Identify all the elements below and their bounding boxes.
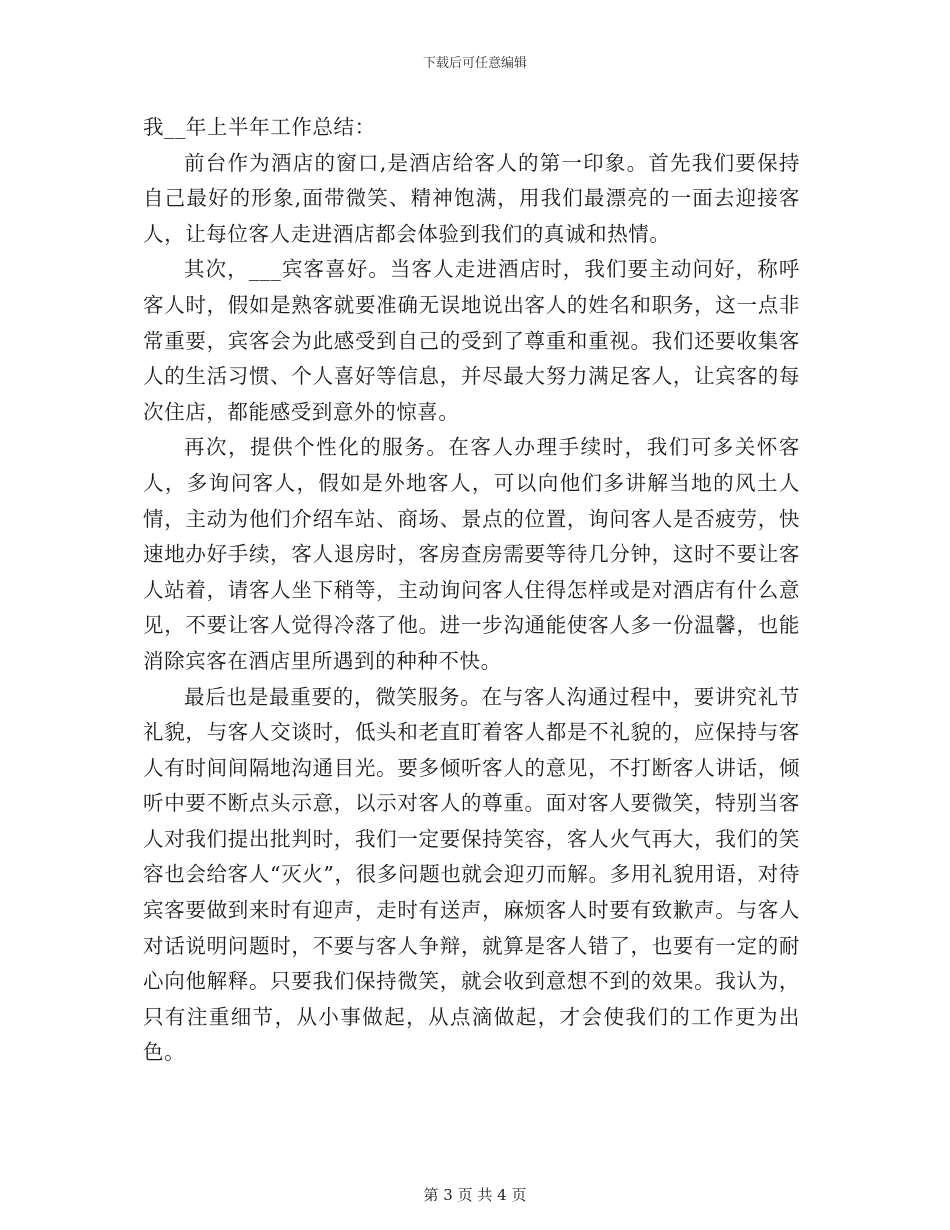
paragraph-personalized-service: 再次，提供个性化的服务。在客人办理手续时，我们可多关怀客人，多询问客人，假如是外地客人，可以向他们多讲解当地的风土人情，主动为他们介绍车站、商场、景点的位置，询问客人是否疲劳，快速地办好手续，客人退房时，客房查房需要等待几分钟，这时不要让客人站着，请客人坐下稍等，主动询问客人住得怎样或是对酒店有什么意见，不要让客人觉得冷落了他。进一步沟通能使客人多一份温馨，也能消除宾客在酒店里所遇到的种种不快。 xyxy=(143,435,800,673)
document-heading: 我__年上半年工作总结： xyxy=(143,115,376,139)
page-header-note: 下载后可任意编辑 xyxy=(422,56,527,71)
paragraph-guest-preferences: 其次，___宾客喜好。当客人走进酒店时，我们要主动问好，称呼客人时，假如是熟客就要准确无误地说出客人的姓名和职务，这一点非常重要，宾客会为此感受到自己的受到了尊重和重视。我们还要收集客人的生活习惯、个人喜好等信息，并尽最大努力满足客人，让宾客的每次住店，都能感受到意外的惊喜。 xyxy=(143,257,800,424)
paragraph-front-desk-image: 前台作为酒店的窗口,是酒店给客人的第一印象。首先我们要保持自己最好的形象,面带微笑、精神饱满，用我们最漂亮的一面去迎接客人，让每位客人走进酒店都会体验到我们的真诚和热情。 xyxy=(143,150,800,246)
document-body xyxy=(143,110,800,1071)
paragraph-smile-service: 最后也是最重要的，微笑服务。在与客人沟通过程中，要讲究礼节礼貌，与客人交谈时，低头和老直盯着客人都是不礼貌的，应保持与客人有时间间隔地沟通目光。要多倾听客人的意见，不打断客人讲话，倾听中要不断点头示意，以示对客人的尊重。面对客人要微笑，特别当客人对我们提出批判时，我们一定要保持笑容，客人火气再大，我们的笑容也会给客人“灭火”，很多问题也就会迎刃而解。多用礼貌用语，对待宾客要做到来时有迎声，走时有送声，麻烦客人时要有致歉声。与客人对话说明问题时，不要与客人争辩，就算是客人错了，也要有一定的耐心向他解释。只要我们保持微笑，就会收到意想不到的效果。我认为，只有注重细节，从小事做起，从点滴做起，才会使我们的工作更为出色。 xyxy=(143,684,800,1065)
page-number-footer: 第 3 页 共 4 页 xyxy=(423,1186,527,1204)
